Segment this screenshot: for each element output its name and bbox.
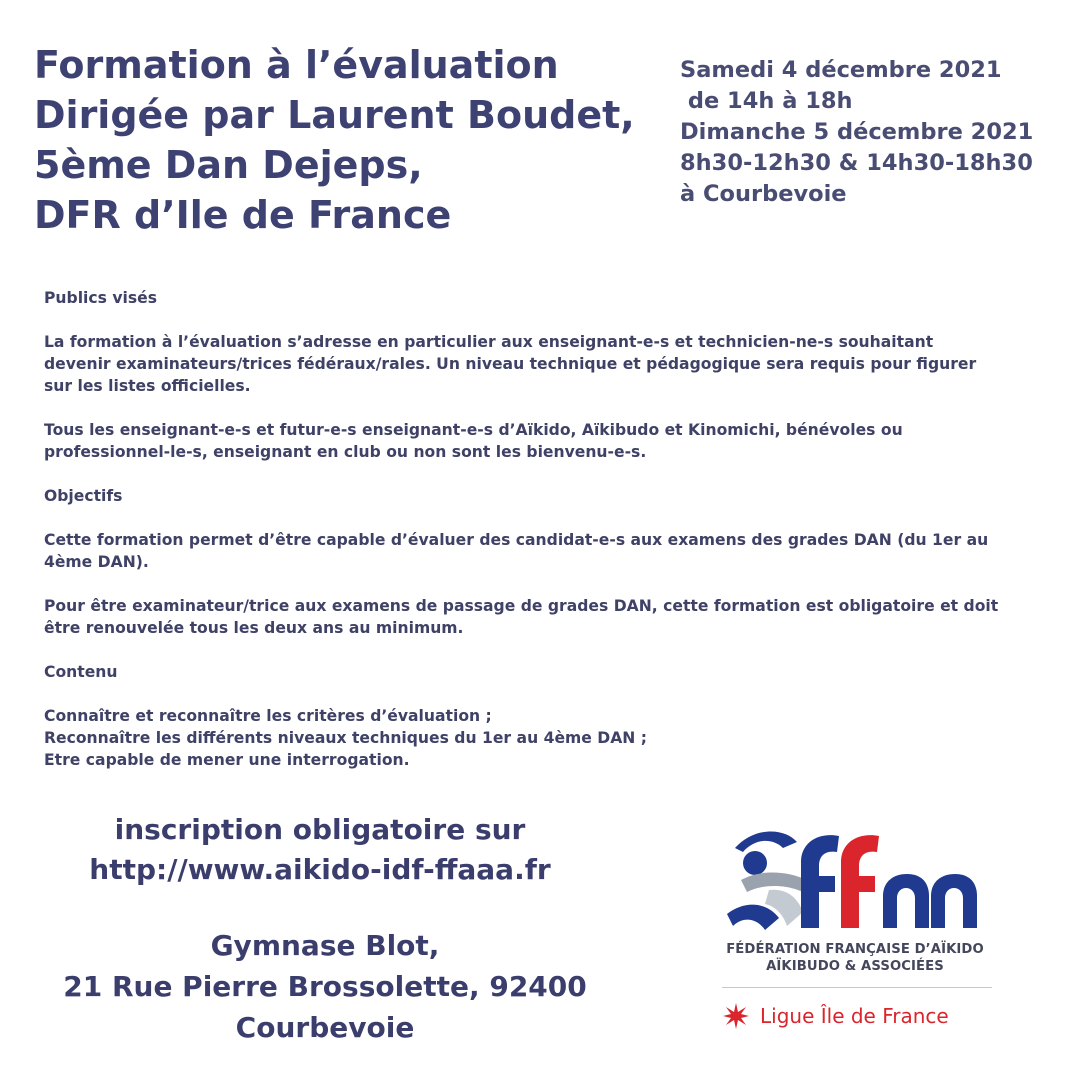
venue-line: 21 Rue Pierre Brossolette, 92400	[63, 970, 587, 1003]
federation-name	[720, 941, 990, 975]
date-line: 8h30-12h30 & 14h30-18h30	[680, 150, 1033, 176]
title-line: Formation à l’évaluation	[34, 43, 559, 87]
event-dates	[680, 55, 1070, 210]
text-line: Connaître et reconnaître les critères d’évaluation ;	[44, 707, 492, 725]
title-line: Dirigée par Laurent Boudet,	[34, 93, 635, 137]
logo-divider	[722, 987, 992, 988]
paragraph-publics-1	[44, 331, 1044, 397]
paragraph-objectifs-2	[44, 595, 1044, 639]
date-line: de 14h à 18h	[680, 88, 853, 114]
registration-url[interactable]: http://www.aikido-idf-ffaaa.fr	[89, 853, 551, 886]
registration-block	[40, 810, 600, 890]
ligue-label: Ligue Île de France	[760, 1004, 949, 1028]
date-line: Samedi 4 décembre 2021	[680, 57, 1002, 83]
text-line: Etre capable de mener une interrogation.	[44, 751, 410, 769]
description-body	[44, 287, 1044, 771]
ligue-badge	[722, 1000, 992, 1032]
section-heading-publics: Publics visés	[44, 289, 157, 307]
venue-address	[40, 925, 610, 1048]
paragraph-objectifs-1	[44, 529, 1044, 573]
date-line: Dimanche 5 décembre 2021	[680, 119, 1034, 145]
date-line: à Courbevoie	[680, 181, 847, 207]
section-heading-objectifs: Objectifs	[44, 487, 123, 505]
aikido-figure-icon	[727, 831, 807, 930]
registration-label: inscription obligatoire sur	[114, 813, 526, 846]
text-line: Pour être examinateur/trice aux examens de passage de grades DAN, cette formation est obligatoire et doit	[44, 597, 999, 615]
title-line: 5ème Dan Dejeps,	[34, 143, 423, 187]
text-line: devenir examinateurs/trices fédéraux/rales. Un niveau technique et pédagogique sera requis pour figurer	[44, 355, 977, 373]
event-title	[34, 40, 674, 240]
venue-line: Gymnase Blot,	[210, 929, 440, 962]
text-line: sur les listes officielles.	[44, 377, 251, 395]
ffaaa-wordmark	[801, 835, 993, 928]
text-line: 4ème DAN).	[44, 553, 149, 571]
text-line: La formation à l’évaluation s’adresse en particulier aux enseignant-e-s et technicien-ne-s souhaitant	[44, 333, 934, 351]
section-heading-contenu: Contenu	[44, 663, 118, 681]
text-line: Tous les enseignant-e-s et futur-e-s enseignant-e-s d’Aïkido, Aïkibudo et Kinomichi, bénévoles ou	[44, 421, 903, 439]
venue-line: Courbevoie	[235, 1011, 415, 1044]
text-line: Cette formation permet d’être capable d’évaluer des candidat-e-s aux examens des grades DAN (du 1er au	[44, 531, 989, 549]
federation-line: AÏKIBUDO & ASSOCIÉES	[766, 959, 944, 974]
title-line: DFR d’Ile de France	[34, 193, 452, 237]
paragraph-publics-2	[44, 419, 1044, 463]
paragraph-contenu	[44, 705, 1044, 771]
federation-line: FÉDÉRATION FRANÇAISE D’AÏKIDO	[726, 942, 984, 957]
red-star-icon	[722, 1002, 750, 1030]
text-line: Reconnaître les différents niveaux techniques du 1er au 4ème DAN ;	[44, 729, 648, 747]
text-line: professionnel-le-s, enseignant en club ou non sont les bienvenu-e-s.	[44, 443, 647, 461]
text-line: être renouvelée tous les deux ans au minimum.	[44, 619, 464, 637]
